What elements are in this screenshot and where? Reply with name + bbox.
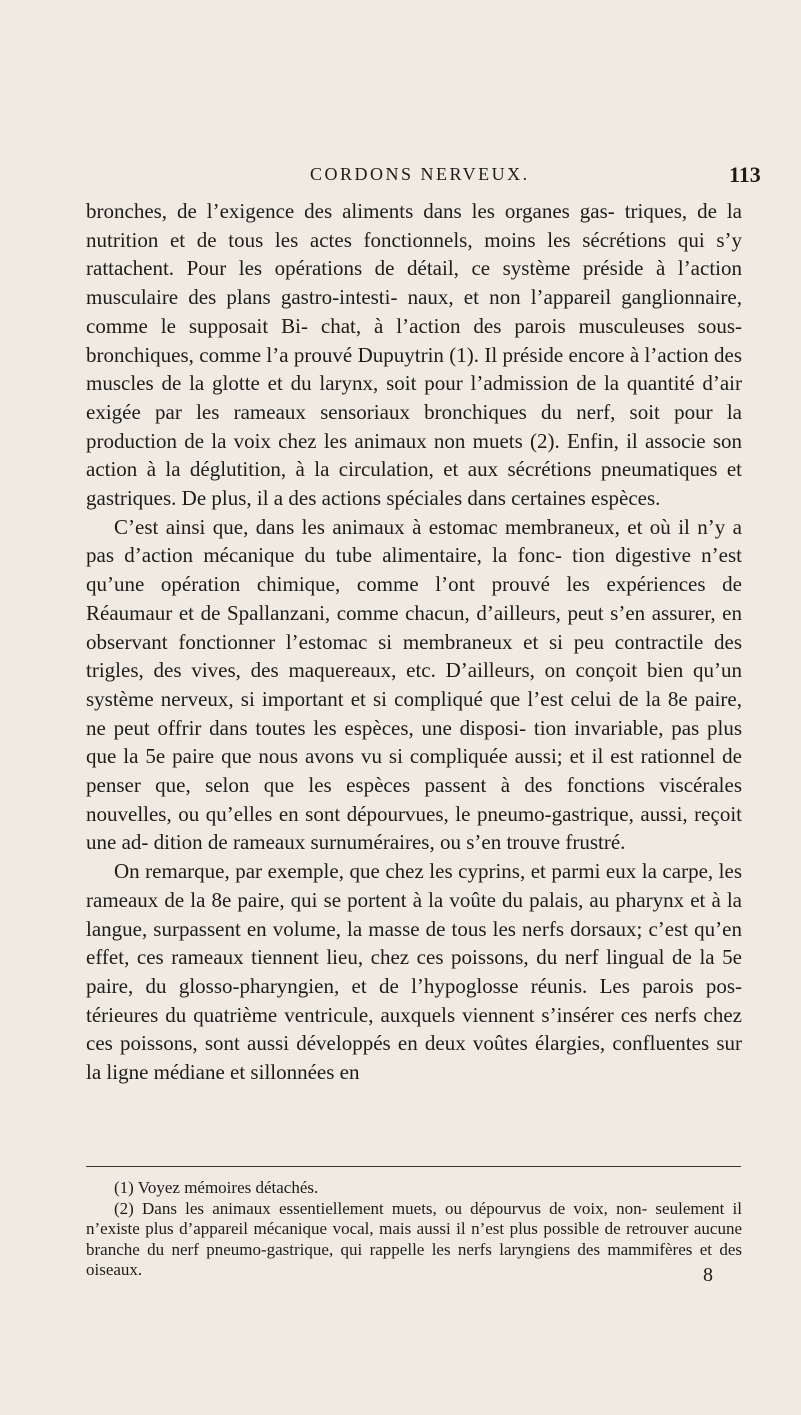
running-title: CORDONS NERVEUX. — [310, 164, 530, 184]
paragraph: bronches, de l’exigence des aliments dans les organes gas- triques, de la nutrition et de tous les actes fonctionnels, moins les sécrétions qui s’y rattachent. Pour les opérations de détail, ce système préside à l’action musculaire des plans gastro-intesti- naux, et non l’appareil ganglionnaire, comme le supposait Bi- chat, à l’action des parois musculeuses sous-bronchiques, comme l’a prouvé Dupuytrin (1). Il préside encore à l’action des muscles de la glotte et du larynx, soit pour l’admission de la quantité d’air exigée par les rameaux sensoriaux bronchiques du nerf, soit pour la production de la voix chez les animaux non muets (2). Enfin, il associe son action à la déglutition, à la circulation, et aux sécrétions pneumatiques et gastriques. De plus, il a des actions spéciales dans certaines espèces. — [86, 199, 742, 511]
footnote: (1) Voyez mémoires détachés. — [114, 1178, 319, 1197]
footnote: (2) Dans les animaux essentiellement muets, ou dépourvus de voix, non- seulement il n’existe plus d’appareil mécanique vocal, mais aussi il n’est plus possible de retrouver aucune branche du nerf pneumo-gastrique, qui rappelle les nerfs laryngiens des mammifères et des oiseaux. — [86, 1198, 742, 1279]
running-head — [0, 164, 801, 192]
footnotes — [86, 1178, 742, 1281]
paragraph: On remarque, par exemple, que chez les cyprins, et parmi eux la carpe, les rameaux de la 8e paire, qui se portent à la voûte du palais, au pharynx et à la langue, surpassent en volume, la masse de tous les nerfs dorsaux; c’est qu’en effet, ces rameaux tiennent lieu, chez ces poissons, du nerf lingual de la 5e paire, du glosso-pharyngien, et de l’hypoglosse réunis. Les parois pos- térieures du quatrième ventricule, auxquels viennent s’insérer ces nerfs chez ces poissons, sont aussi développés en deux voûtes élargies, confluentes sur la ligne médiane et sillonnées en — [86, 859, 742, 1085]
paragraph: C’est ainsi que, dans les animaux à estomac membraneux, et où il n’y a pas d’action mécanique du tube alimentaire, la fonc- tion digestive n’est qu’une opération chimique, comme l’ont prouvé les expériences de Réaumaur et de Spallanzani, comme chacun, d’ailleurs, peut s’en assurer, en observant fonctionner l’estomac si membraneux et si peu contractile des trigles, des vives, des maquereaux, etc. D’ailleurs, on conçoit bien qu’un système nerveux, si important et si compliqué que l’est celui de la 8e paire, ne peut offrir dans toutes les espèces, une disposi- tion invariable, pas plus que la 5e paire que nous avons vu si compliquée aussi; et il est rationnel de penser que, selon que les espèces passent à des fonctions viscérales nouvelles, ou qu’elles en sont dépourvues, le pneumo-gastrique, aussi, reçoit une ad- dition de rameaux surnuméraires, ou s’en trouve frustré. — [86, 514, 742, 855]
footnote-divider — [86, 1166, 741, 1167]
page-number: 113 — [729, 162, 761, 187]
signature-mark: 8 — [703, 1264, 713, 1286]
body-text — [86, 197, 742, 1087]
